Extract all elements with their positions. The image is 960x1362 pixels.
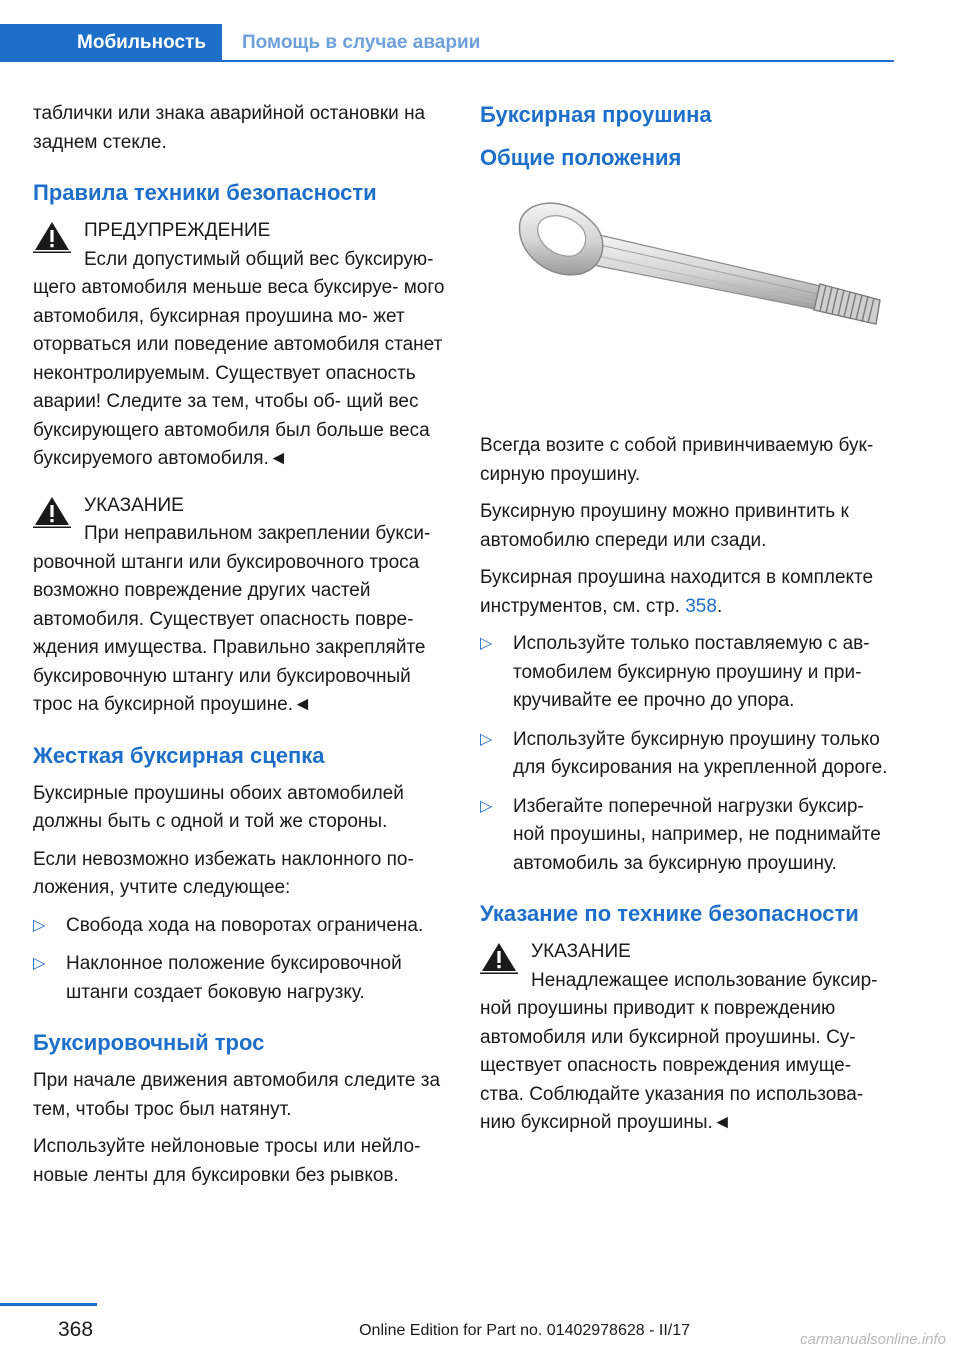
watermark-text: carmanualsonline.info [800,1331,946,1348]
notice-text: ровочной штанги или буксировочного троса возможно повреждение других частей автомобиля. Существует опасность повре- ждения имущества. Правильно закрепляйте буксировочную штангу или буксировочный трос на буксирной проушине.◄ [33,551,426,715]
rigid-paragraph-1: Буксирные проушины обоих автомобилей должны быть с одной и той же стороны. [33,782,404,832]
bullet-triangle-icon: ▷ [33,916,46,934]
list-item: ▷ Свобода хода на поворотах ограничена. [33,912,451,941]
page-number: 368 [58,1318,94,1341]
list-item: ▷ Избегайте поперечной нагрузки буксир- ной проушины, например, не поднимайте автомобиль за буксирную проушину. [480,793,898,879]
section-tab-mobility[interactable]: Мобильность [0,24,222,62]
rigid-paragraph-2: Если невозможно избежать наклонного по- ложения, учтите следующее: [33,848,414,898]
general-paragraph-3: Буксирная проушина находится в комплекте инструментов, см. стр. 358. [480,567,874,617]
notice-title: УКАЗАНИЕ [84,494,184,516]
notice-text-first: При неправильном закреплении букси- [84,523,431,544]
towing-eye-image [480,182,898,412]
notice-block-2 [480,938,898,1138]
warning-text-first: Если допустимый общий вес буксирую- [84,248,434,270]
bullet-triangle-icon: ▷ [480,730,493,748]
rigid-list [33,912,451,1008]
rope-paragraph-1: При начале движения автомобиля следите за тем, чтобы трос был натянут. [33,1070,441,1120]
bullet-triangle-icon: ▷ [33,955,46,972]
notice2-title: УКАЗАНИЕ [531,941,631,962]
general-paragraph-2: Буксирную проушину можно привинтить к автомобилю спереди или сзади. [480,501,849,551]
heading-rigid-coupling: Жесткая буксирная сцепка [33,742,325,768]
warning-block [33,217,451,474]
header-bar [0,0,960,62]
warning-triangle-icon [480,940,518,974]
warning-triangle-icon [33,494,71,528]
heading-general: Общие положения [480,145,682,170]
general-paragraph-1: Всегда возите с собой привинчиваемую бук- сирную проушину. [480,435,874,485]
header-divider [222,60,894,62]
warning-title: ПРЕДУПРЕЖДЕНИЕ [84,220,271,241]
notice2-text: ной проушины приводит к повреждению автомобиля или буксирной проушины. Су- ществует опасность повреждения имуще- ства. Соблюдайте указания по использова- нию буксирной проушины.◄ [480,998,864,1133]
warning-triangle-icon [33,219,71,253]
notice2-text-first: Ненадлежащее использование буксир- [531,969,878,991]
right-column [480,100,898,1148]
bullet-triangle-icon: ▷ [480,635,493,652]
heading-tow-rope: Буксировочный трос [33,1030,265,1055]
left-column [33,100,451,1199]
edition-note: Online Edition for Part no. 01402978628 - II/17 [359,1322,690,1339]
notice-block [33,492,451,720]
intro-paragraph: таблички или знака аварийной остановки на заднем стекле. [33,103,426,153]
rope-paragraph-2: Используйте нейлоновые тросы или нейло- новые ленты для буксировки без рывков. [33,1136,421,1186]
list-item: ▷ Используйте буксирную проушину только для буксирования на укрепленной дороге. [480,726,898,783]
heading-safety-note: Указание по технике безопасности [480,901,859,926]
section-tab-emergency-help[interactable]: Помощь в случае аварии [242,32,481,53]
bullet-triangle-icon: ▷ [480,797,493,815]
page-reference-link[interactable]: 358 [685,595,717,617]
footer-accent-line [0,1303,97,1306]
list-item: ▷ Наклонное положение буксировочной штанги создает боковую нагрузку. [33,950,451,1007]
heading-safety-rules: Правила техники безопасности [33,180,377,205]
heading-towing-eye: Буксирная проушина [480,102,712,127]
list-item: ▷ Используйте только поставляемую с ав- томобилем буксирную проушину и при- кручивайте ее прочно до упора. [480,630,898,716]
eye-list [480,630,898,878]
towing-eye-illustration [480,182,898,412]
warning-text: щего автомобиля меньше веса буксируе- мого автомобиля, буксирная проушина мо- жет оторваться или поведение автомобиля станет неконтролируемым. Существует опасность аварии! Следите за тем, чтобы об- щий вес буксирующего автомобиля был больше веса буксируемого автомобиля.◄ [33,277,445,469]
